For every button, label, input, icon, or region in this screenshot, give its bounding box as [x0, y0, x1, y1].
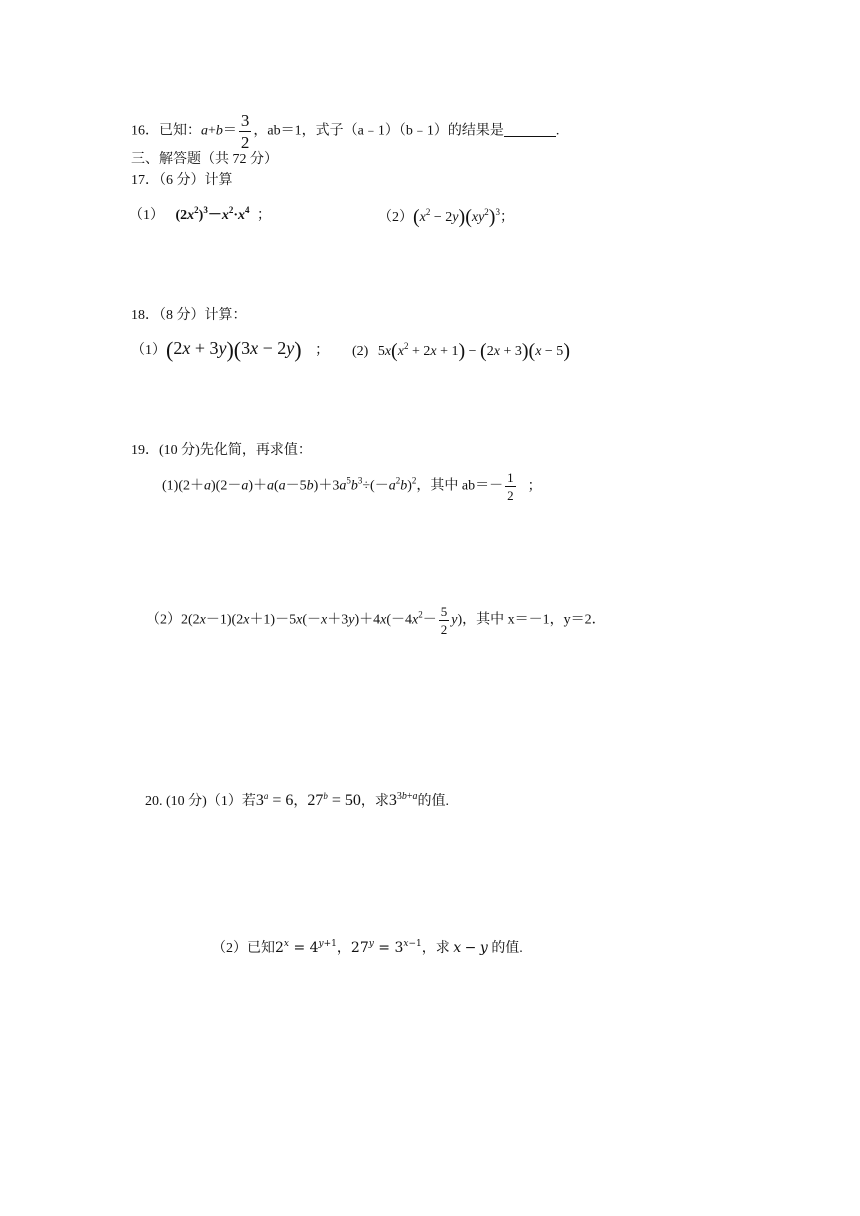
q16-fraction: $\frac{3}{2}$: [240, 111, 250, 152]
question-20-part-2: （2）已知$2^x = 4^{y+1}$，$27^y = 3^{x-1}$，求 x − y 的值.: [212, 939, 523, 956]
q19-fraction-2: $\frac{5}{2}$: [440, 604, 448, 637]
section-3-heading: 三、解答题（共 72 分）: [131, 152, 278, 167]
question-19-part-1: $(1)(2+a)(2-a)+a(a-5b)+3a^5b^3\div(-a^2b)^2$，其中 ab＝－ $\frac{1}{2}$ ；: [162, 470, 542, 503]
q16-answer-blank: [504, 123, 556, 137]
question-18-part-2: (2) $5x(x^2 + 2x + 1) - (2x + 3)(x - 5)$: [352, 340, 570, 362]
question-17-part-2: $(2)(x^2 - 2y)(xy^2)^3$；: [378, 206, 514, 228]
question-20-part-1: 20. (10 分)（1）若$3^a = 6$，$27^b = 50$，求$3^{3b+a}$的值.: [145, 791, 450, 809]
question-19-part-2: $(2)2(2x-1)(2x+1)-5x(-x+3y)+4x(-4x^2-$ $\frac{5}{2}$ y)，其中 x＝－1，y＝2．: [146, 604, 606, 637]
question-19-title: 19．(10 分)先化简，再求值：: [131, 443, 312, 458]
q16-text: ，ab＝1，式子（a﹣1）（b﹣1）的结果是: [253, 123, 504, 139]
question-18-part-1: （1）(2x + 3y)(3x − 2y) ；: [131, 337, 330, 362]
q19-fraction-1: $\frac{1}{2}$: [507, 470, 514, 503]
question-16: 16．已知：a+b＝ $\frac{3}{2}$ ，ab＝1，式子（a﹣1）（b﹣1）的结果是 .: [131, 111, 560, 152]
q16-prefix: 16．已知：: [131, 123, 201, 139]
question-17-part-1: （1） $(2x^2)^3-x^2\cdot x^4$ ；: [129, 205, 272, 223]
question-17-title: 17．（6 分）计算: [131, 173, 233, 188]
question-18-title: 18．（8 分）计算：: [131, 308, 247, 323]
